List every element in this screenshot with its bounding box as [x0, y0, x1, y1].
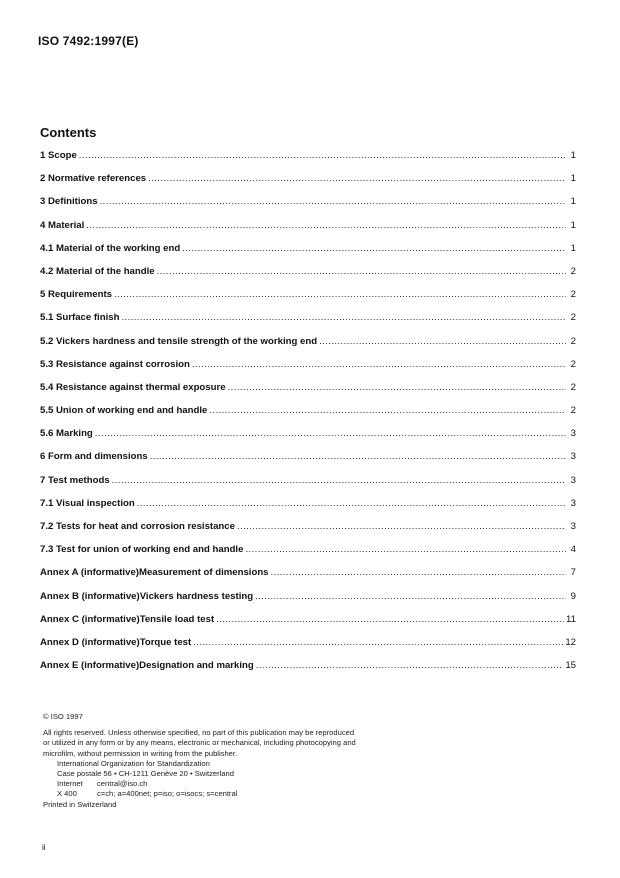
toc-entry-label: 1 Scope [40, 150, 77, 161]
dot-leader [112, 475, 566, 486]
toc-annex-d[interactable] [40, 637, 576, 660]
x400-label: X 400 [57, 789, 77, 799]
toc-entry-5-4[interactable] [40, 382, 576, 405]
dot-leader [86, 220, 566, 231]
toc-entry-1[interactable] [40, 150, 576, 173]
dot-leader [209, 405, 566, 416]
toc-entry-label: 7.2 Tests for heat and corrosion resistance [40, 521, 235, 532]
internet-address: central@iso.ch [97, 779, 148, 789]
toc-entry-5-6[interactable] [40, 428, 576, 451]
toc-entry-3[interactable] [40, 196, 576, 219]
dot-leader [256, 660, 564, 671]
toc-entry-label: 4.2 Material of the handle [40, 265, 155, 277]
dot-leader [182, 243, 566, 254]
toc-entry-label: 5.1 Surface finish [40, 312, 120, 324]
dot-leader [245, 544, 566, 555]
toc-entry-page: 4 [570, 544, 576, 556]
internet-label: Internet [57, 779, 83, 789]
toc-annex-a[interactable] [40, 567, 576, 590]
toc-entry-4-2[interactable] [40, 266, 576, 289]
annex-label: Annex E (informative) [40, 660, 140, 672]
toc-entry-page: 1 [570, 219, 576, 231]
toc-annex-b[interactable] [40, 591, 576, 614]
toc-entry-5-2[interactable] [40, 336, 576, 359]
toc-entry-5-3[interactable] [40, 359, 576, 382]
document-id: ISO 7492:1997(E) [38, 34, 139, 48]
toc-entry-7-1[interactable] [40, 498, 576, 521]
toc-entry-label: 6 Form and dimensions [40, 451, 148, 463]
contents-title: Contents [40, 125, 97, 140]
toc-entry-4[interactable] [40, 220, 576, 243]
toc-entry-page: 2 [570, 405, 576, 417]
annex-title: Tensile load test [139, 613, 215, 625]
toc-entry-label: 5.2 Vickers hardness and tensile strength of the working end [40, 335, 318, 347]
x400-address: c=ch; a=400net; p=iso; o=isocs; s=central [97, 789, 238, 799]
dot-leader [79, 150, 566, 161]
x400-row [57, 789, 356, 799]
internet-row [57, 779, 356, 789]
toc-annex-c[interactable] [40, 614, 576, 637]
printed-in: Printed in Switzerland [43, 799, 117, 809]
toc-entry-page: 2 [570, 312, 576, 324]
dot-leader [192, 359, 566, 370]
toc-entry-7-3[interactable] [40, 544, 576, 567]
toc-entry-label: 5.6 Marking [40, 428, 93, 440]
annex-title: Designation and marking [139, 660, 254, 672]
annex-label: Annex D (informative) [40, 636, 140, 648]
toc-entry-page: 3 [570, 451, 576, 463]
toc-entry-page: 11 [566, 613, 576, 625]
toc-entry-label: 7.1 Visual inspection [40, 497, 135, 509]
rights-line-2: or utilized in any form or by any means, electronic or mechanical, including photocopying and [43, 738, 356, 748]
dot-leader [114, 289, 566, 300]
toc-entry-page: 1 [570, 196, 576, 208]
toc-entry-page: 12 [565, 636, 576, 648]
dot-leader [150, 451, 566, 462]
dot-leader [193, 637, 563, 648]
dot-leader [319, 336, 566, 347]
toc-entry-2[interactable] [40, 173, 576, 196]
rights-line-3: microfilm, without permission in writing from the publisher. [43, 748, 238, 758]
dot-leader [148, 173, 566, 184]
toc-entry-6[interactable] [40, 451, 576, 474]
copyright-notice [43, 712, 356, 810]
postal-address: Case postale 56 • CH-1211 Genève 20 • Switzerland [57, 769, 234, 779]
annex-label: Annex B (informative) [40, 590, 140, 602]
toc-entry-page: 15 [565, 660, 576, 672]
dot-leader [271, 567, 566, 578]
toc-entry-page: 2 [570, 265, 576, 277]
toc-entry-5[interactable] [40, 289, 576, 312]
toc-entry-page: 1 [570, 173, 576, 185]
toc-entry-label: 3 Definitions [40, 196, 98, 208]
toc-entry-page: 9 [570, 590, 576, 602]
toc-entry-page: 3 [570, 497, 576, 509]
toc-entry-label: 5.4 Resistance against thermal exposure [40, 381, 226, 393]
dot-leader [100, 196, 566, 207]
toc-entry-label: 4.1 Material of the working end [40, 242, 181, 254]
annex-title: Vickers hardness testing [139, 590, 254, 602]
toc-entry-7[interactable] [40, 475, 576, 498]
toc-entry-page: 3 [570, 521, 576, 532]
toc-entry-label: 5.5 Union of working end and handle [40, 405, 208, 417]
dot-leader [137, 498, 566, 509]
table-of-contents [40, 150, 576, 683]
annex-label: Annex A (informative) [40, 567, 139, 579]
annex-label: Annex C (informative) [40, 613, 140, 625]
dot-leader [157, 266, 566, 277]
toc-entry-page: 1 [570, 150, 576, 161]
toc-entry-page: 3 [570, 428, 576, 440]
dot-leader [255, 591, 566, 602]
toc-entry-label: 4 Material [40, 219, 85, 231]
toc-entry-label: 7.3 Test for union of working end and handle [40, 544, 244, 556]
toc-entry-7-2[interactable] [40, 521, 576, 544]
toc-entry-page: 2 [570, 289, 576, 301]
toc-annex-e[interactable] [40, 660, 576, 683]
dot-leader [228, 382, 566, 393]
toc-entry-5-5[interactable] [40, 405, 576, 428]
toc-entry-page: 2 [570, 335, 576, 347]
dot-leader [121, 312, 566, 323]
toc-entry-page: 1 [570, 242, 576, 254]
toc-entry-page: 2 [570, 358, 576, 370]
toc-entry-5-1[interactable] [40, 312, 576, 335]
toc-entry-label: 5.3 Resistance against corrosion [40, 358, 190, 370]
copyright-line: © ISO 1997 [43, 712, 83, 721]
toc-entry-label: 5 Requirements [40, 289, 112, 301]
annex-title: Measurement of dimensions [138, 567, 269, 579]
rights-line-1: All rights reserved. Unless otherwise specified, no part of this publication may be reproduced [43, 728, 355, 738]
toc-entry-label: 7 Test methods [40, 474, 110, 486]
toc-entry-4-1[interactable] [40, 243, 576, 266]
dot-leader [237, 521, 566, 532]
page-number: ii [42, 843, 46, 852]
toc-entry-page: 2 [570, 381, 576, 393]
annex-title: Torque test [139, 636, 192, 648]
toc-entry-page: 7 [570, 567, 576, 579]
dot-leader [95, 428, 566, 439]
organization-name: International Organization for Standardization [57, 758, 210, 768]
toc-entry-page: 3 [570, 474, 576, 486]
dot-leader [216, 614, 564, 625]
toc-entry-label: 2 Normative references [40, 173, 147, 185]
